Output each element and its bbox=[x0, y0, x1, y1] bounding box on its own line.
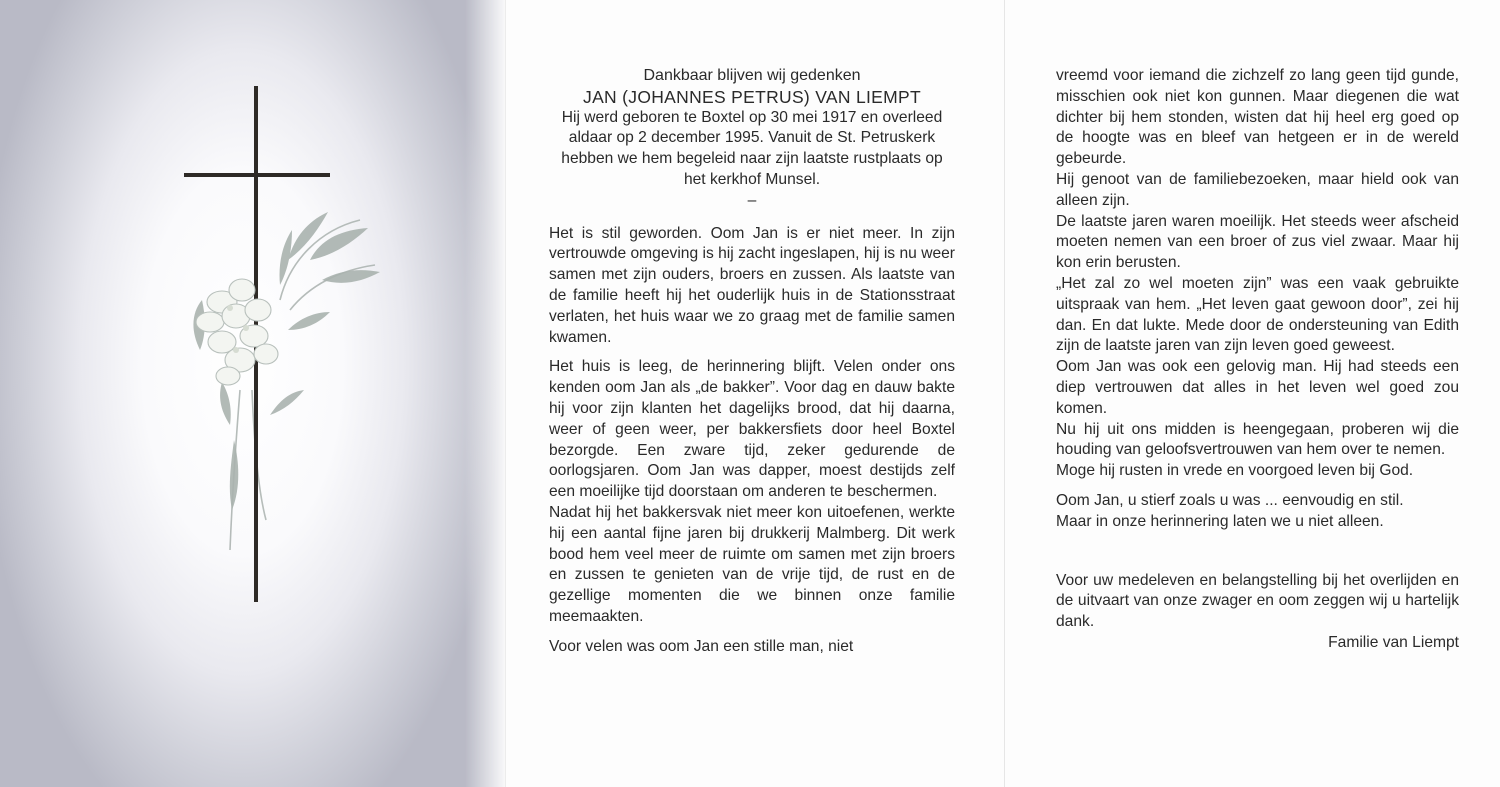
fold-line bbox=[1004, 0, 1005, 787]
paragraph-3: Nadat hij het bakkersvak niet meer kon uitoefenen, werkte hij een aantal fijne jaren bij drukkerij Malmberg. Dit werk bood hem veel meer de ruimte om samen met zijn broers en zussen te genieten van de vrije tijd, de rust en de gezellige momenten die we binnen onze familie meemaakten. bbox=[549, 503, 955, 625]
fold-line bbox=[505, 0, 506, 787]
leaf-cluster bbox=[193, 212, 380, 510]
decorative-panel bbox=[0, 0, 505, 787]
paragraph-1: Het is stil geworden. Oom Jan is er niet meer. In zijn vertrouwde omgeving is hij zacht ingeslapen, hij is nu weer samen met zijn ouders, broers en zussen. Als laatste van de familie heeft hij het ouderlijk huis in de Stationsstraat verlaten, het huis waar we zo graag met de familie samen kwamen. bbox=[549, 224, 955, 346]
deceased-name: JAN (JOHANNES PETRUS) VAN LIEMPT bbox=[583, 86, 921, 107]
signature: Familie van Liempt bbox=[1328, 633, 1459, 651]
stem-lines bbox=[230, 220, 375, 550]
paragraph-r5: Oom Jan was ook een gelovig man. Hij had steeds een diep vertrouwen dat alles in het leven wel goed zou komen. bbox=[1056, 358, 1459, 417]
lily-flowers bbox=[196, 279, 278, 385]
intro-paragraph: Hij werd geboren te Boxtel op 30 mei 1917 en overleed aldaar op 2 december 1995. Vanuit de St. Petruskerk hebben we hem begeleid naar zijn laatste rustplaats op het kerkhof Munsel. bbox=[561, 108, 943, 188]
cross-with-lilies-icon bbox=[170, 80, 400, 610]
paragraph-r7: Moge hij rusten in vrede en voorgoed leven bij God. bbox=[1056, 462, 1414, 480]
separator-dash: – bbox=[747, 191, 757, 209]
paragraph-r8: Oom Jan, u stierf zoals u was ... eenvoudig en stil. bbox=[1056, 491, 1404, 509]
middle-column bbox=[549, 66, 955, 658]
memorial-heading: Dankbaar blijven wij gedenken bbox=[643, 67, 861, 84]
paragraph-r2: Hij genoot van de familiebezoeken, maar hield ook van alleen zijn. bbox=[1056, 170, 1459, 209]
paragraph-r9: Maar in onze herinnering laten we u niet alleen. bbox=[1056, 512, 1384, 530]
thanks-paragraph: Voor uw medeleven en belangstelling bij het overlijden en de uitvaart van onze zwager en oom zeggen wij u hartelijk dank. bbox=[1056, 571, 1459, 631]
right-column bbox=[1056, 66, 1459, 654]
paragraph-4: Voor velen was oom Jan een stille man, niet bbox=[549, 637, 854, 655]
paragraph-r1: vreemd voor iemand die zichzelf zo lang geen tijd gunde, misschien ook niet kon gunnen. Maar diegenen die wat dichter bij hem stonden, wisten dat hij heel erg goed op de hoogte was en bleef van hetgeen er in de wereld gebeurde. bbox=[1056, 67, 1459, 168]
paragraph-r4: „Het zal zo wel moeten zijn” was een vaak gebruikte uitspraak van hem. „Het leven gaat gewoon door”, zei hij dan. En dat lukte. Mede door de ondersteuning van Edith zijn de laatste jaren van zijn leven goed geweest. bbox=[1056, 274, 1459, 355]
paragraph-r3: De laatste jaren waren moeilijk. Het steeds weer afscheid moeten nemen van een broer of zus viel zwaar. Maar hij kon erin berusten. bbox=[1056, 212, 1459, 272]
paragraph-2: Het huis is leeg, de herinnering blijft. Velen onder ons kenden oom Jan als „de bakker”. Voor dag en dauw bakte hij voor zijn klanten het dagelijks brood, dat hij daarna, weer of geen weer, per bakkersfiets door heel Boxtel bezorgde. Een zware tijd, zeker gedurende de oorlogsjaren. Oom Jan was dapper, moest destijds zelf een moeilijke tijd doorstaan om anderen te beschermen. bbox=[549, 358, 955, 501]
cross-horizontal-beam bbox=[184, 173, 330, 177]
paragraph-r6: Nu hij uit ons midden is heengegaan, proberen wij die houding van geloofsvertrouwen van hem over te nemen. bbox=[1056, 420, 1459, 459]
